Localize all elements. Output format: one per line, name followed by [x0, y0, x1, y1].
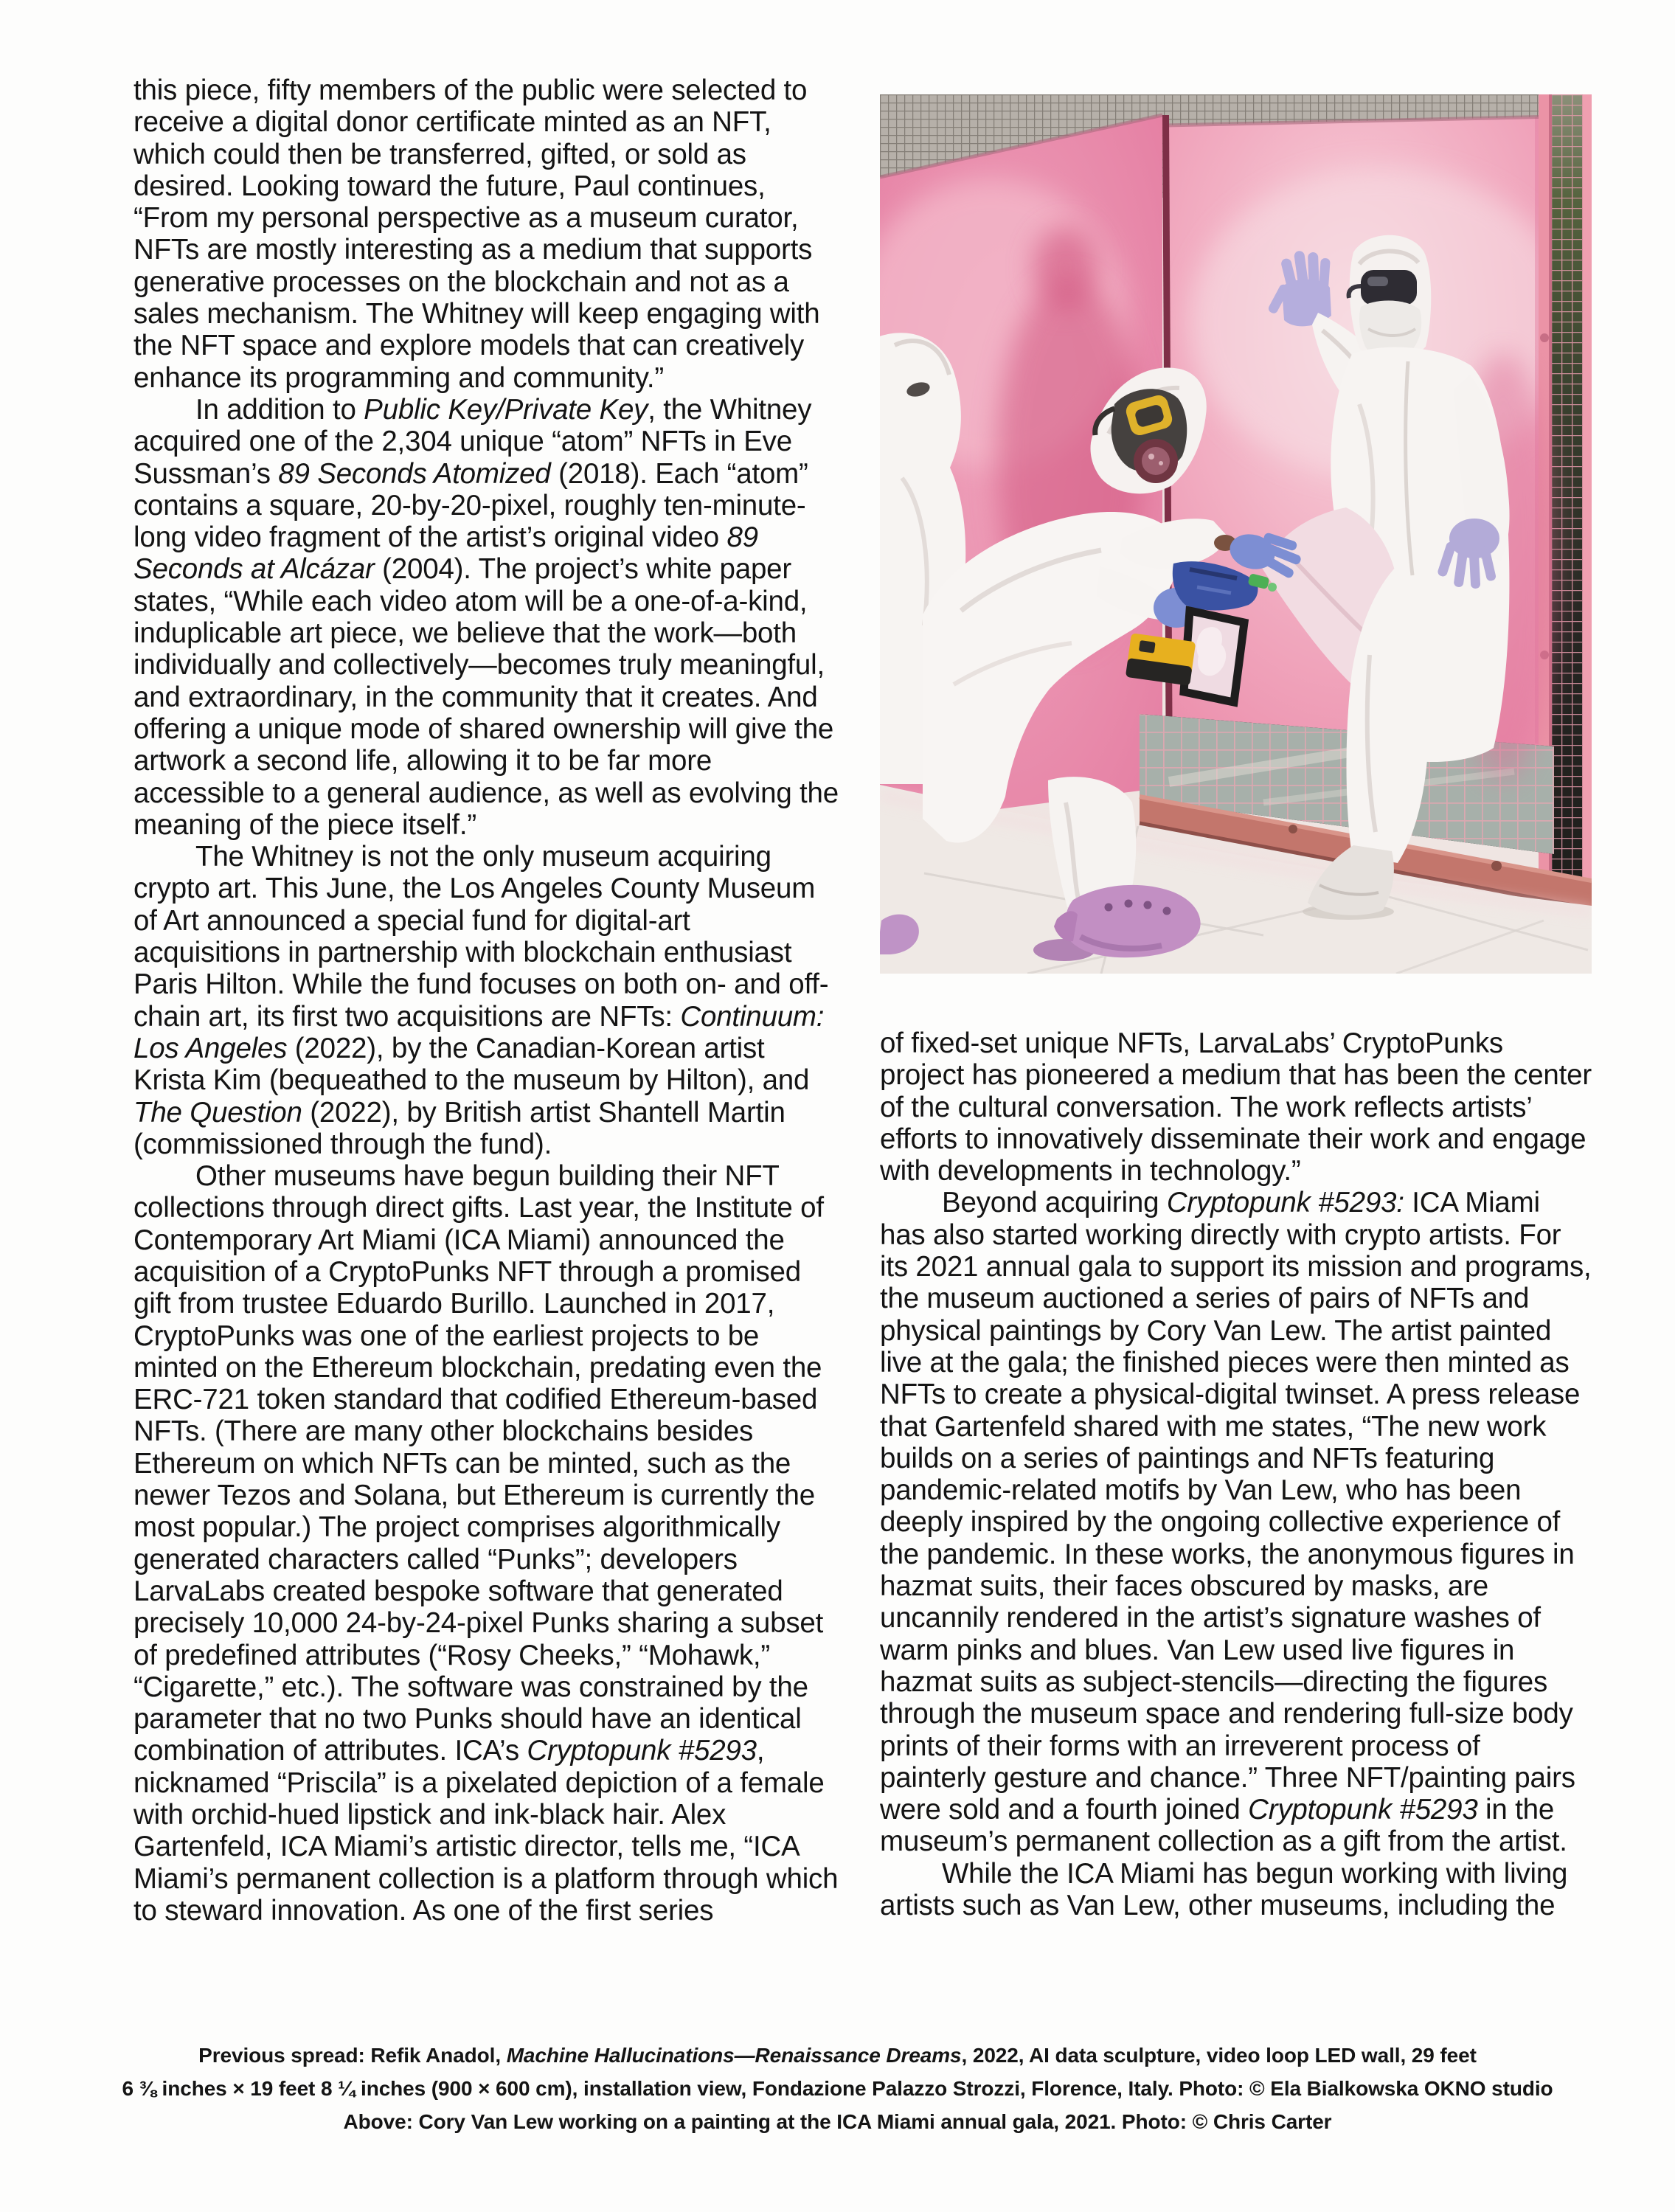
caption [100, 2039, 1575, 2138]
paragraph: Other museums have begun building their NFT collections through direct gifts. Last year, the Institute of Contemporary Art Miami (ICA Miami) announced the acquisition of a CryptoPunks NFT through a promised gift from trustee Eduardo Burillo. Launched in 2017, CryptoPunks was one of the earliest projects to be minted on the Ethereum blockchain, predating even the ERC-721 token standard that codified Ethereum-based NFTs. (There are many other blockchains besides Ethereum on which NFTs can be minted, such as the newer Tezos and Solana, but Ethereum is currently the most popular.) The project comprises algorithmically generated characters called “Punks”; developers LarvaLabs created bespoke software that generated precisely 10,000 24-by-24-pixel Punks sharing a subset of predefined attributes (“Rosy Cheeks,” “Mohawk,” “Cigarette,” etc.). The software was constrained by the parameter that no two Punks should have an identical combination of attributes. ICA’s Cryptopunk #5293, nicknamed “Priscila” is a pixelated depiction of a female with orchid-hued lipstick and ink-black hair. Alex Gartenfeld, ICA Miami’s artistic director, tells me, “ICA Miami’s permanent collection is a platform through which to steward innovation. As one of the first series [133, 1160, 839, 1927]
paragraph: While the ICA Miami has begun working with living artists such as Van Lew, other museums, including the [880, 1857, 1568, 1922]
standing-figure-head [1349, 235, 1432, 359]
paragraph: Beyond acquiring Cryptopunk #5293: ICA Miami has also started working directly with crypto artists. For its 2021 annual gala to support its mission and programs, the museum auctioned a series of pairs of NFTs and physical paintings by Cory Van Lew. The artist painted live at the gala; the finished pieces were then minted as NFTs to create a physical-digital twinset. A press release that Gartenfeld shared with me states, “The new work builds on a series of paintings and NFTs featuring pandemic-related motifs by Van Lew, who has been deeply inspired by the ongoing collective experience of the pandemic. In these works, the anonymous figures in hazmat suits, their faces obscured by masks, are uncannily rendered in the artist’s signature washes of warm pinks and blues. Van Lew used live figures in hazmat suits as subject-stencils—directing the figures through the museum space and rendering full-size body prints of their forms with an irreverent process of painterly gesture and chance.” Three NFT/painting pairs were sold and a fourth joined Cryptopunk #5293 in the museum’s permanent collection as a gift from the artist. [880, 1187, 1592, 1858]
paragraph: this piece, fifty members of the public were selected to receive a digital donor certificate minted as an NFT, which could then be transferred, gifted, or sold as desired. Looking toward the future, Paul continues, “From my personal perspective as a museum curator, NFTs are mostly interesting as a medium that supports generative processes on the blockchain and not as a sales mechanism. The Whitney will keep engaging with the NFT space and explore models that can creatively enhance its programming and community.” [133, 74, 820, 394]
caption-line: 6 ⅜ inches × 19 feet 8 ¼ inches (900 × 600 cm), installation view, Fondazione Palazzo Strozzi, Florence, Italy. Photo: © Ela Bialkowska OKNO studio [122, 2077, 1553, 2100]
standing-figure-goggles [1361, 270, 1417, 305]
gala-photo-illustration [880, 94, 1592, 974]
paragraph: of fixed-set unique NFTs, LarvaLabs’ CryptoPunks project has pioneered a medium that has been the center of the cultural conversation. The work reflects artists’ efforts to innovatively disseminate their work and engage with developments in technology.” [880, 1027, 1592, 1188]
caption-line: Previous spread: Refik Anadol, Machine Hallucinations—Renaissance Dreams, 2022, AI data sculpture, video loop LED wall, 29 feet [198, 2044, 1477, 2067]
paragraph: The Whitney is not the only museum acquiring crypto art. This June, the Los Angeles County Museum of Art announced a special fund for digital-art acquisitions in partnership with blockchain enthusiast Paris Hilton. While the fund focuses on both on- and off-chain art, its first two acquisitions are NFTs: Continuum: Los Angeles (2022), by the Canadian-Korean artist Krista Kim (bequeathed to the museum by Hilton), and The Question (2022), by British artist Shantell Martin (commissioned through the fund). [133, 841, 829, 1160]
paragraph: In addition to Public Key/Private Key, the Whitney acquired one of the 2,304 unique “atom” NFTs in Eve Sussman’s 89 Seconds Atomized (2018). Each “atom” contains a square, 20-by-20-pixel, roughly ten-minute-long video fragment of the artist’s original video 89 Seconds at Alcázar (2004). The project’s white paper states, “While each video atom will be a one-of-a-kind, induplicable art piece, we believe that the work—both individually and collectively—becomes truly meaningful, and extraordinary, in the community that it creates. And offering a unique mode of shared ownership will give the artwork a second life, allowing it to be far more accessible to a general audience, as well as evolving the meaning of the piece itself.” [133, 393, 839, 841]
left-text-column [133, 74, 843, 1927]
right-text-column [880, 1027, 1592, 1921]
gala-photo [880, 94, 1592, 974]
sprayer-battery [1126, 633, 1196, 686]
caption-line: Above: Cory Van Lew working on a painting at the ICA Miami annual gala, 2021. Photo: © Chris Carter [343, 2110, 1332, 2133]
